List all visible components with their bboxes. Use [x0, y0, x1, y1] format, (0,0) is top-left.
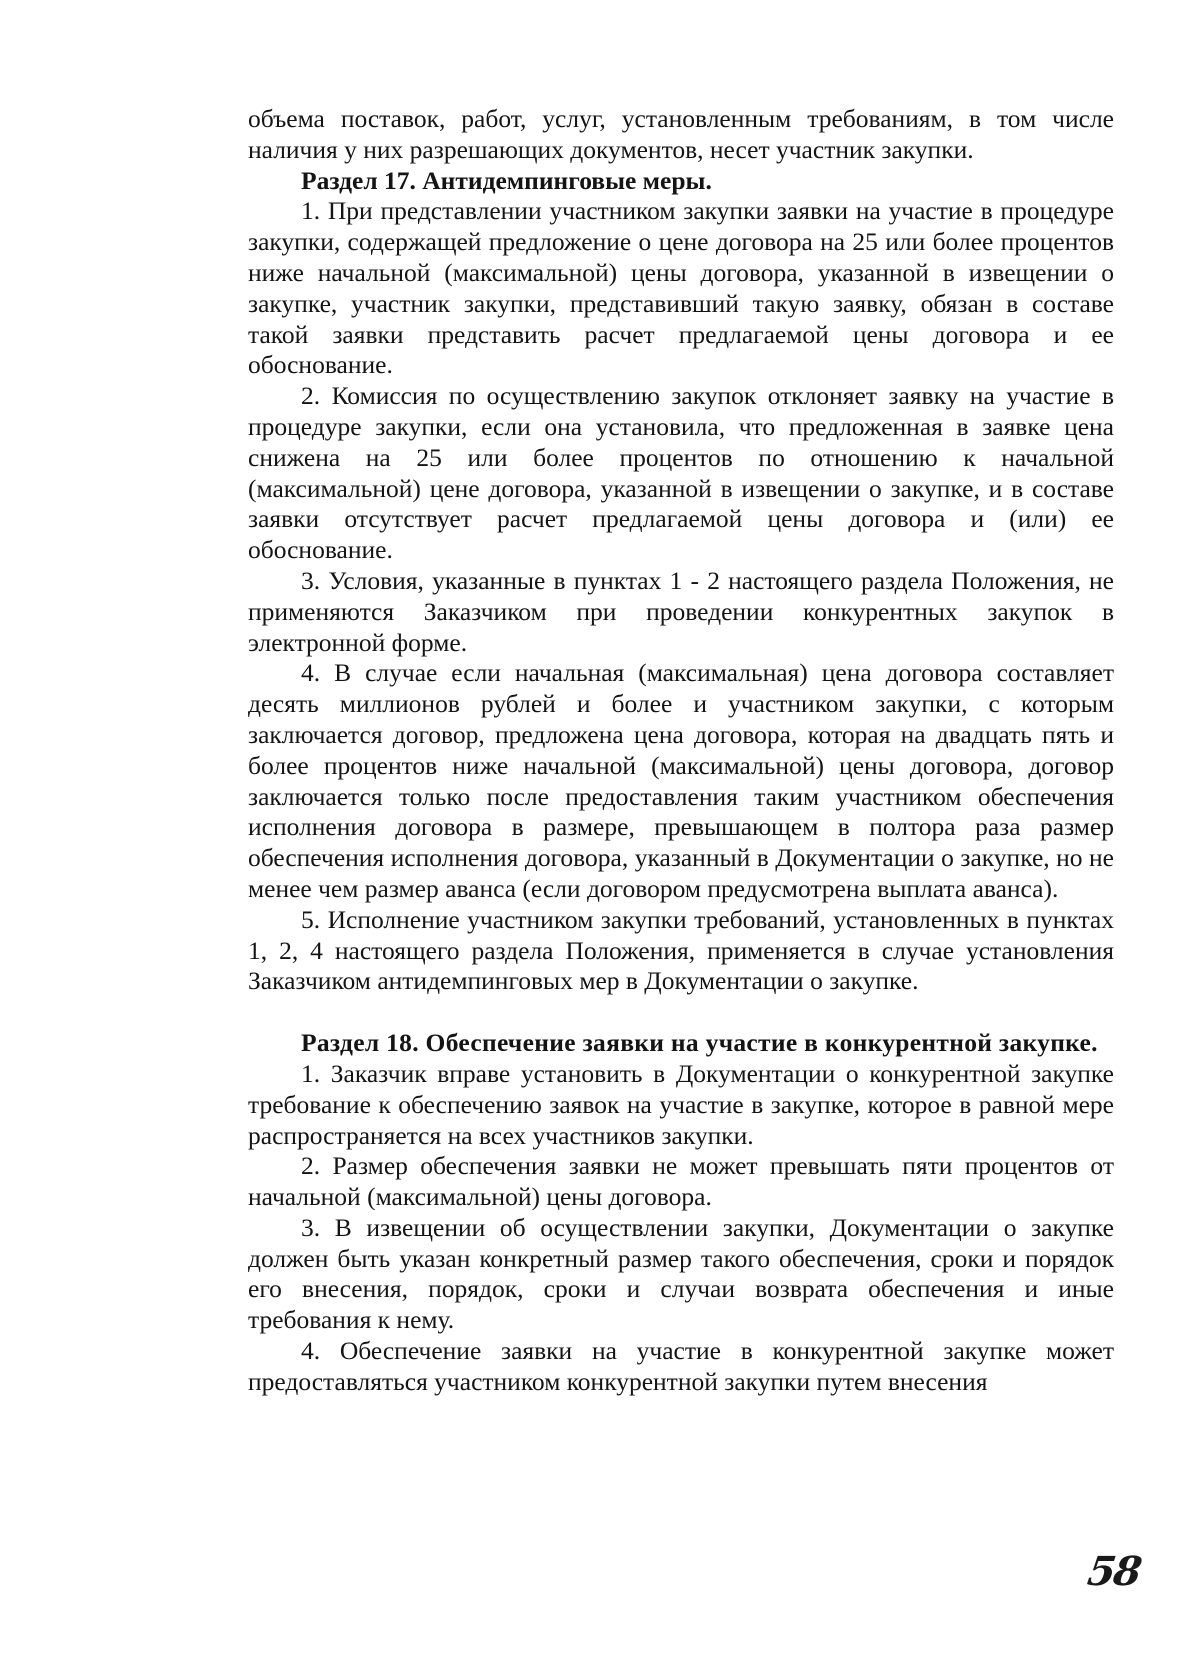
- section-18-item-2: 2. Размер обеспечения заявки не может превышать пяти процентов от начальной (максимальной) цены договора.: [248, 1151, 1114, 1212]
- section-17-item-4: 4. В случае если начальная (максимальная) цена договора составляет десять миллионов рублей и более и участником закупки, с которым заключается договор, предложена цена договора, которая на двадцать пять и более процентов ниже начальной (максимальной) цены договора, договор заключается только после предоставления таким участником обеспечения исполнения договора в размере, превышающем в полтора раза размер обеспечения исполнения договора, указанный в Документации о закупке, но не менее чем размер аванса (если договором предусмотрена выплата аванса).: [248, 658, 1114, 903]
- section-18-item-3: 3. В извещении об осуществлении закупки, Документации о закупке должен быть указан конкретный размер такого обеспечения, сроки и порядок его внесения, порядок, сроки и случаи возврата обеспечения и иные требования к нему.: [248, 1212, 1114, 1335]
- document-body: [248, 104, 1114, 1398]
- section-18-item-1: 1. Заказчик вправе установить в Документации о конкурентной закупке требование к обеспечению заявок на участие в закупке, которое в равной мере распространяется на всех участников закупки.: [248, 1058, 1114, 1150]
- section-17-heading: Раздел 17. Антидемпинговые меры.: [301, 165, 712, 195]
- handwritten-page-number: 58: [1084, 1548, 1143, 1595]
- intro-paragraph: объема поставок, работ, услуг, установленным требованиям, в том числе наличия у них разрешающих документов, несет участник закупки.: [248, 104, 1114, 164]
- section-17-item-1: 1. При представлении участником закупки заявки на участие в процедуре закупки, содержащей предложение о цене договора на 25 или более процентов ниже начальной (максимальной) цены договора, указанной в извещении о закупке, участник закупки, представивший такую заявку, обязан в составе такой заявки представить расчет предлагаемой цены договора и ее обоснование.: [248, 196, 1114, 380]
- section-17-item-2: 2. Комиссия по осуществлению закупок отклоняет заявку на участие в процедуре закупки, если она установила, что предложенная в заявке цена снижена на 25 или более процентов по отношению к начальной (максимальной) цене договора, указанной в извещении о закупке, и в составе заявки отсутствует расчет предлагаемой цены договора и (или) ее обоснование.: [248, 381, 1114, 565]
- section-17-item-3: 3. Условия, указанные в пунктах 1 - 2 настоящего раздела Положения, не применяются Заказчиком при проведении конкурентных закупок в электронной форме.: [248, 565, 1114, 657]
- section-18-heading: Раздел 18. Обеспечение заявки на участие в конкурентной закупке.: [301, 1028, 1098, 1058]
- section-18-item-4: 4. Обеспечение заявки на участие в конкурентной закупке может предоставляться участником конкурентной закупки путем внесения: [248, 1336, 1114, 1396]
- section-17-item-5: 5. Исполнение участником закупки требований, установленных в пунктах 1, 2, 4 настоящего раздела Положения, применяется в случае установления Заказчиком антидемпинговых мер в Документации о закупке.: [248, 904, 1114, 996]
